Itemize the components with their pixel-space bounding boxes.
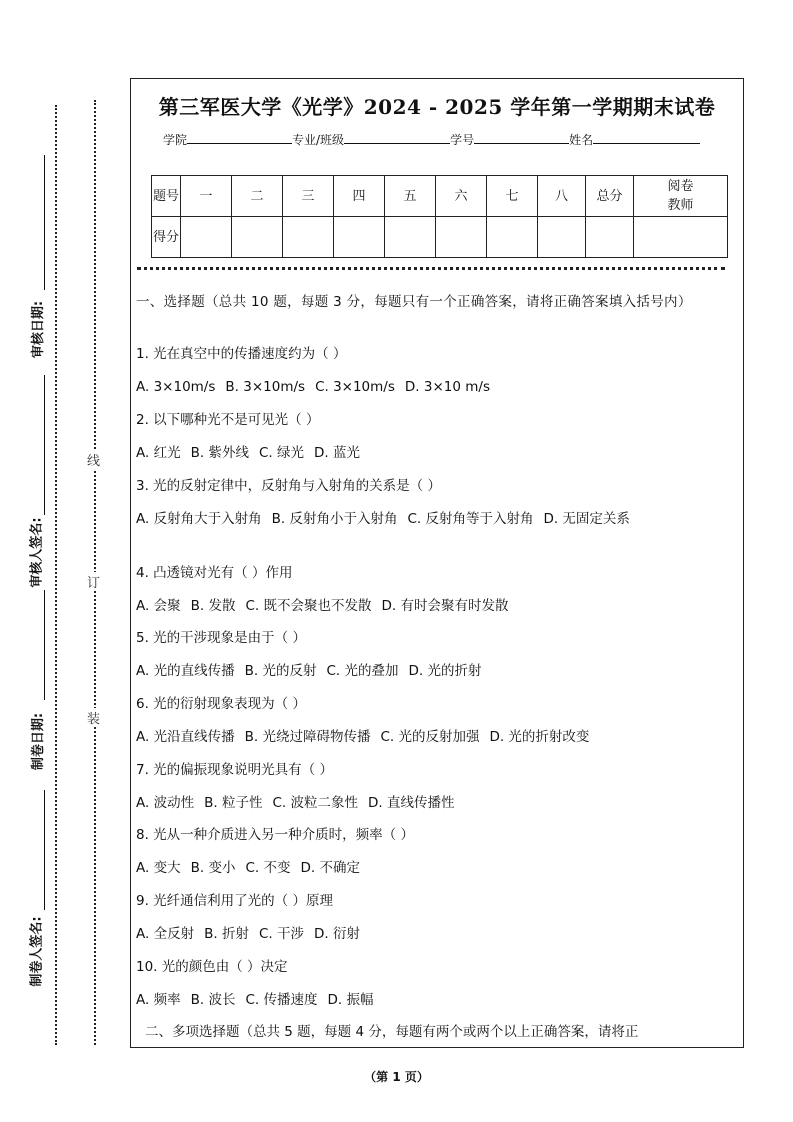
student-info-row bbox=[163, 131, 700, 148]
major-field[interactable] bbox=[344, 131, 450, 144]
reviewer-sign-label: 审核人签名: bbox=[29, 517, 45, 588]
student-id-field[interactable] bbox=[474, 131, 569, 144]
option[interactable]: B. 折射 bbox=[204, 926, 249, 942]
score-cell[interactable] bbox=[181, 217, 232, 258]
major-label: 专业/班级 bbox=[292, 133, 345, 147]
option[interactable]: D. 光的折射 bbox=[408, 663, 482, 679]
review-date-line bbox=[44, 155, 45, 290]
question-9: 9. 光纤通信利用了光的（ ）原理 bbox=[136, 893, 333, 909]
option[interactable]: B. 粒子性 bbox=[204, 795, 263, 811]
question-1-options bbox=[136, 376, 737, 398]
option[interactable]: B. 光绕过障碍物传播 bbox=[244, 729, 371, 745]
option[interactable]: B. 3×10m/s bbox=[225, 379, 306, 395]
score-col-1: 一 bbox=[181, 176, 232, 217]
section1-heading: 一、选择题（总共 10 题，每题 3 分，每题只有一个正确答案，请将正确答案填入括号内） bbox=[136, 294, 692, 310]
option[interactable]: B. 变小 bbox=[190, 860, 236, 876]
question-7-options bbox=[136, 792, 737, 814]
question-10-options bbox=[136, 989, 737, 1011]
option[interactable]: D. 直线传播性 bbox=[367, 795, 455, 811]
maker-sign-line bbox=[44, 790, 45, 910]
score-table-score-row bbox=[152, 217, 728, 258]
question-8-options bbox=[136, 857, 737, 879]
option[interactable]: C. 光的叠加 bbox=[326, 663, 399, 679]
student-id-label: 学号 bbox=[450, 133, 475, 147]
exam-title: 第三军医大学《光学》2024 - 2025 学年第一学期期末试卷 bbox=[158, 95, 716, 119]
option[interactable]: A. 波动性 bbox=[136, 795, 195, 811]
score-col-5: 五 bbox=[385, 176, 436, 217]
maker-sign-label: 制卷人签名: bbox=[29, 916, 45, 987]
option[interactable]: A. 3×10m/s bbox=[136, 379, 216, 395]
question-4-options bbox=[136, 595, 737, 617]
option[interactable]: D. 不确定 bbox=[300, 860, 360, 876]
question-5: 5. 光的干涉现象是由于（ ） bbox=[136, 630, 306, 646]
question-3-options bbox=[136, 508, 737, 530]
bind-char-line: 线 bbox=[87, 450, 100, 469]
option[interactable]: A. 光的直线传播 bbox=[136, 663, 235, 679]
option[interactable]: D. 振幅 bbox=[327, 992, 374, 1008]
score-cell[interactable] bbox=[538, 217, 586, 258]
option[interactable]: C. 反射角等于入射角 bbox=[407, 511, 534, 527]
make-date-label: 制卷日期: bbox=[31, 712, 47, 771]
exam-frame bbox=[130, 78, 744, 1048]
score-col-grader: 阅卷教师 bbox=[634, 176, 728, 217]
option[interactable]: C. 绿光 bbox=[258, 445, 304, 461]
question-6-options bbox=[136, 726, 737, 748]
question-8: 8. 光从一种介质进入另一种介质时，频率（ ） bbox=[136, 827, 414, 843]
question-2: 2. 以下哪种光不是可见光（ ） bbox=[136, 412, 320, 428]
option[interactable]: B. 紫外线 bbox=[190, 445, 249, 461]
score-table-header-row bbox=[152, 176, 728, 217]
bind-char-ding: 订 bbox=[87, 572, 100, 591]
score-cell[interactable] bbox=[385, 217, 436, 258]
option[interactable]: C. 传播速度 bbox=[245, 992, 318, 1008]
question-3: 3. 光的反射定律中，反射角与入射角的关系是（ ） bbox=[136, 478, 441, 494]
option[interactable]: B. 光的反射 bbox=[244, 663, 317, 679]
score-col-2: 二 bbox=[232, 176, 283, 217]
score-col-8: 八 bbox=[538, 176, 586, 217]
score-col-total: 总分 bbox=[586, 176, 634, 217]
option[interactable]: A. 反射角大于入射角 bbox=[136, 511, 262, 527]
reviewer-sign-line bbox=[44, 375, 45, 515]
score-cell[interactable] bbox=[586, 217, 634, 258]
score-col-3: 三 bbox=[283, 176, 334, 217]
option[interactable]: B. 发散 bbox=[190, 598, 236, 614]
question-2-options bbox=[136, 442, 737, 464]
option[interactable]: C. 既不会聚也不发散 bbox=[245, 598, 372, 614]
score-cell[interactable] bbox=[283, 217, 334, 258]
option[interactable]: A. 变大 bbox=[136, 860, 181, 876]
question-5-options bbox=[136, 660, 737, 682]
section2-heading: 二、多项选择题（总共 5 题，每题 4 分，每题有两个或两个以上正确答案，请将正 bbox=[145, 1024, 639, 1040]
score-col-4: 四 bbox=[334, 176, 385, 217]
option[interactable]: D. 蓝光 bbox=[313, 445, 360, 461]
score-cell[interactable] bbox=[487, 217, 538, 258]
option[interactable]: D. 有时会聚有时发散 bbox=[381, 598, 509, 614]
option[interactable]: A. 红光 bbox=[136, 445, 181, 461]
name-label: 姓名 bbox=[569, 133, 594, 147]
bind-char-zhuang: 装 bbox=[87, 708, 100, 727]
college-label: 学院 bbox=[163, 133, 188, 147]
option[interactable]: D. 衍射 bbox=[313, 926, 360, 942]
score-col-6: 六 bbox=[436, 176, 487, 217]
score-col-7: 七 bbox=[487, 176, 538, 217]
name-field[interactable] bbox=[593, 131, 700, 144]
option[interactable]: D. 无固定关系 bbox=[543, 511, 630, 527]
page-number: （第 1 页） bbox=[364, 1070, 429, 1084]
question-6: 6. 光的衍射现象表现为（ ） bbox=[136, 696, 306, 712]
score-row-head: 得分 bbox=[152, 217, 181, 258]
question-9-options bbox=[136, 923, 737, 945]
option[interactable]: C. 波粒二象性 bbox=[272, 795, 358, 811]
score-cell[interactable] bbox=[334, 217, 385, 258]
score-table bbox=[151, 175, 728, 258]
option[interactable]: B. 波长 bbox=[190, 992, 236, 1008]
option[interactable]: A. 频率 bbox=[136, 992, 181, 1008]
option[interactable]: A. 会聚 bbox=[136, 598, 181, 614]
binding-dotted-line-outer bbox=[55, 105, 57, 1045]
question-1: 1. 光在真空中的传播速度约为（ ） bbox=[136, 346, 347, 362]
option[interactable]: A. 全反射 bbox=[136, 926, 195, 942]
option[interactable]: C. 光的反射加强 bbox=[380, 729, 480, 745]
option[interactable]: C. 不变 bbox=[245, 860, 291, 876]
score-cell[interactable] bbox=[634, 217, 728, 258]
option[interactable]: D. 光的折射改变 bbox=[489, 729, 590, 745]
college-field[interactable] bbox=[187, 131, 292, 144]
score-table-row-head: 题号 bbox=[152, 176, 181, 217]
option[interactable]: D. 3×10 m/s bbox=[404, 379, 490, 395]
score-cell[interactable] bbox=[232, 217, 283, 258]
make-date-line bbox=[44, 590, 45, 700]
option[interactable]: B. 反射角小于入射角 bbox=[271, 511, 398, 527]
question-4: 4. 凸透镜对光有（ ）作用 bbox=[136, 565, 293, 581]
option[interactable]: C. 干涉 bbox=[258, 926, 304, 942]
question-10: 10. 光的颜色由（ ）决定 bbox=[136, 959, 288, 975]
header-divider bbox=[137, 267, 725, 270]
review-date-label: 审核日期: bbox=[31, 300, 47, 359]
question-7: 7. 光的偏振现象说明光具有（ ） bbox=[136, 762, 333, 778]
option[interactable]: C. 3×10m/s bbox=[315, 379, 395, 395]
score-cell[interactable] bbox=[436, 217, 487, 258]
option[interactable]: A. 光沿直线传播 bbox=[136, 729, 235, 745]
